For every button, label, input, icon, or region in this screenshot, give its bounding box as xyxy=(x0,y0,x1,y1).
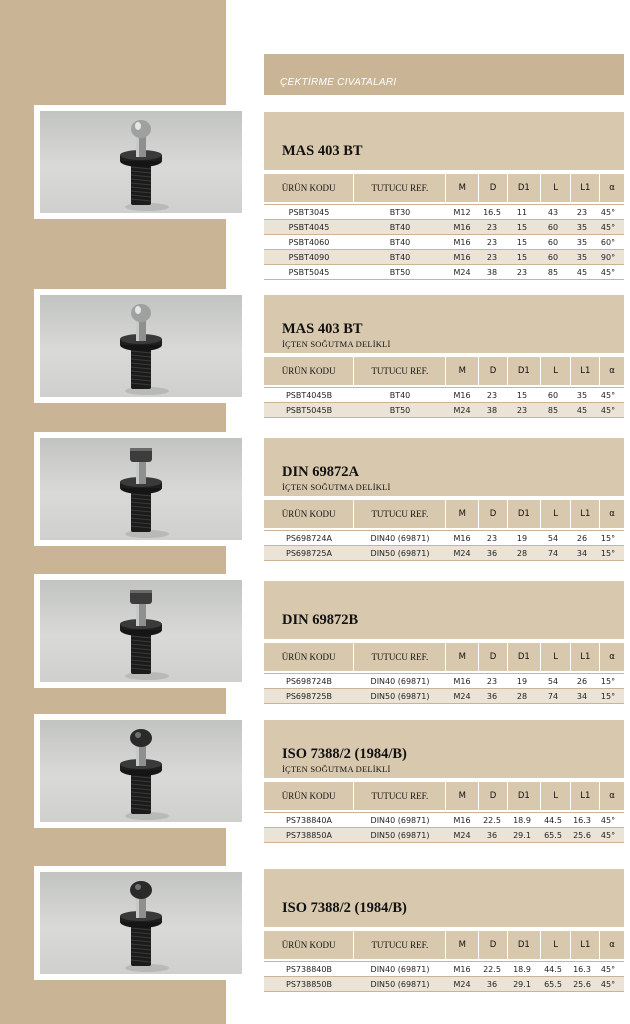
table-cell: 23 xyxy=(486,237,498,247)
product-photo xyxy=(40,295,242,397)
table-cell: BT30 xyxy=(389,207,411,217)
pull-stud-illustration xyxy=(40,295,242,397)
table-cell: 23 xyxy=(486,252,498,262)
table-cell: 35 xyxy=(576,222,588,232)
section-title: ISO 7388/2 (1984/B) xyxy=(282,746,407,762)
column-header: M xyxy=(446,931,478,959)
table-cell: M16 xyxy=(453,533,471,543)
table-cell: DIN40 (69871) xyxy=(370,815,430,825)
section-subtitle: İÇTEN SOĞUTMA DELİKLİ xyxy=(282,764,391,774)
column-header: ÜRÜN KODU xyxy=(264,931,353,959)
table-cell: 44.5 xyxy=(544,815,562,825)
product-photo-frame xyxy=(34,574,248,688)
table-cell: 23 xyxy=(516,267,528,277)
section-title-box xyxy=(264,720,624,778)
table-header xyxy=(264,931,624,959)
column-header: L xyxy=(541,782,571,810)
column-header: D1 xyxy=(508,643,540,671)
column-header: α xyxy=(600,931,624,959)
table-cell: 35 xyxy=(576,237,588,247)
section-title-box xyxy=(264,112,624,170)
table-cell: PSBT5045B xyxy=(285,405,333,415)
column-header: L xyxy=(541,357,571,385)
table-cell: 15° xyxy=(600,533,616,543)
table-header xyxy=(264,500,624,528)
table-cell: PS698725B xyxy=(286,691,332,701)
column-header: L1 xyxy=(571,174,599,202)
table-cell: M24 xyxy=(453,691,471,701)
product-photo-frame xyxy=(34,432,248,546)
table-cell: PS738850B xyxy=(286,979,332,989)
table-cell: DIN50 (69871) xyxy=(370,548,430,558)
table-row xyxy=(264,219,624,234)
column-header: L1 xyxy=(571,643,599,671)
table-cell: 25.6 xyxy=(573,979,591,989)
table-body xyxy=(264,961,624,992)
table-cell: 15° xyxy=(600,676,616,686)
table-row xyxy=(264,264,624,280)
table-cell: 16.3 xyxy=(573,964,591,974)
table-body xyxy=(264,387,624,418)
column-header: D xyxy=(479,643,507,671)
table-cell: 45° xyxy=(600,964,616,974)
product-photo xyxy=(40,872,242,974)
table-cell: 35 xyxy=(576,390,588,400)
column-header: α xyxy=(600,782,624,810)
table-cell: 60° xyxy=(600,237,616,247)
product-photo xyxy=(40,720,242,822)
column-header: ÜRÜN KODU xyxy=(264,643,353,671)
table-cell: 38 xyxy=(486,405,498,415)
column-header: M xyxy=(446,500,478,528)
table-cell: 45° xyxy=(600,979,616,989)
table-cell: M16 xyxy=(453,676,471,686)
section-title: MAS 403 BT xyxy=(282,143,363,159)
column-header: TUTUCU REF. xyxy=(354,931,445,959)
table-cell: 34 xyxy=(576,548,588,558)
table-cell: PSBT5045 xyxy=(288,267,330,277)
table-cell: 44.5 xyxy=(544,964,562,974)
table-cell: 43 xyxy=(547,207,559,217)
table-cell: 22.5 xyxy=(483,815,501,825)
table-cell: DIN50 (69871) xyxy=(370,691,430,701)
table-cell: 45° xyxy=(600,390,616,400)
table-cell: 45° xyxy=(600,207,616,217)
table-cell: 65.5 xyxy=(544,830,562,840)
table-cell: 29.1 xyxy=(513,979,531,989)
table-cell: 54 xyxy=(547,676,559,686)
product-photo-frame xyxy=(34,289,248,403)
product-photo xyxy=(40,580,242,682)
section-title: ISO 7388/2 (1984/B) xyxy=(282,900,407,916)
table-cell: 11 xyxy=(516,207,528,217)
column-header: TUTUCU REF. xyxy=(354,500,445,528)
column-header: α xyxy=(600,174,624,202)
column-header: D1 xyxy=(508,782,540,810)
column-header: L xyxy=(541,500,571,528)
table-cell: BT40 xyxy=(389,252,411,262)
section-subtitle: İÇTEN SOĞUTMA DELİKLİ xyxy=(282,339,391,349)
table-cell: 74 xyxy=(547,548,559,558)
table-cell: M24 xyxy=(453,830,471,840)
table-cell: 15 xyxy=(516,390,528,400)
table-cell: PSBT4060 xyxy=(288,237,330,247)
column-header: D xyxy=(479,174,507,202)
section-title-box xyxy=(264,438,624,496)
table-cell: M16 xyxy=(453,390,471,400)
column-header: L1 xyxy=(571,782,599,810)
table-cell: PS738840B xyxy=(286,964,332,974)
table-cell: M12 xyxy=(453,207,471,217)
table-cell: 85 xyxy=(547,405,559,415)
table-cell: 15 xyxy=(516,222,528,232)
table-cell: PS698724A xyxy=(286,533,332,543)
table-body xyxy=(264,812,624,843)
table-cell: 28 xyxy=(516,548,528,558)
table-row xyxy=(264,530,624,545)
pull-stud-illustration xyxy=(40,872,242,974)
table-cell: 19 xyxy=(516,533,528,543)
table-header xyxy=(264,782,624,810)
table-cell: BT40 xyxy=(389,390,411,400)
table-header xyxy=(264,174,624,202)
column-header: L1 xyxy=(571,500,599,528)
table-cell: 36 xyxy=(486,979,498,989)
table-cell: PSBT4090 xyxy=(288,252,330,262)
table-cell: DIN50 (69871) xyxy=(370,830,430,840)
column-header: TUTUCU REF. xyxy=(354,782,445,810)
table-header xyxy=(264,357,624,385)
table-cell: 45° xyxy=(600,405,616,415)
column-header: ÜRÜN KODU xyxy=(264,357,353,385)
table-cell: 23 xyxy=(486,390,498,400)
table-cell: 60 xyxy=(547,252,559,262)
column-header: D1 xyxy=(508,500,540,528)
table-cell: 54 xyxy=(547,533,559,543)
table-cell: 36 xyxy=(486,830,498,840)
table-row xyxy=(264,827,624,843)
table-cell: M24 xyxy=(453,405,471,415)
section-subtitle: İÇTEN SOĞUTMA DELİKLİ xyxy=(282,482,391,492)
table-row xyxy=(264,673,624,688)
table-cell: 16.5 xyxy=(483,207,501,217)
table-cell: 45° xyxy=(600,222,616,232)
table-cell: DIN50 (69871) xyxy=(370,979,430,989)
table-cell: M24 xyxy=(453,979,471,989)
column-header: M xyxy=(446,357,478,385)
column-header: L xyxy=(541,643,571,671)
pull-stud-illustration xyxy=(40,438,242,540)
table-cell: 45° xyxy=(600,830,616,840)
table-row xyxy=(264,387,624,402)
table-cell: 15 xyxy=(516,237,528,247)
table-cell: PSBT3045 xyxy=(288,207,330,217)
column-header: ÜRÜN KODU xyxy=(264,500,353,528)
table-cell: 45° xyxy=(600,267,616,277)
table-cell: 60 xyxy=(547,222,559,232)
section-title: DIN 69872B xyxy=(282,612,359,628)
table-row xyxy=(264,976,624,992)
column-header: L xyxy=(541,931,571,959)
table-cell: M24 xyxy=(453,548,471,558)
column-header: D1 xyxy=(508,174,540,202)
table-cell: 16.3 xyxy=(573,815,591,825)
table-cell: PS698724B xyxy=(286,676,332,686)
table-cell: 15 xyxy=(516,252,528,262)
table-cell: 18.9 xyxy=(513,964,531,974)
header-bar xyxy=(264,54,624,95)
table-row xyxy=(264,204,624,219)
pull-stud-illustration xyxy=(40,720,242,822)
table-cell: 26 xyxy=(576,533,588,543)
table-cell: 74 xyxy=(547,691,559,701)
column-header: TUTUCU REF. xyxy=(354,643,445,671)
table-row xyxy=(264,249,624,264)
table-cell: PSBT4045 xyxy=(288,222,330,232)
column-header: D1 xyxy=(508,931,540,959)
table-cell: 45° xyxy=(600,815,616,825)
column-header: M xyxy=(446,174,478,202)
table-cell: 90° xyxy=(600,252,616,262)
table-body xyxy=(264,530,624,561)
table-cell: 23 xyxy=(576,207,588,217)
table-row xyxy=(264,402,624,418)
table-cell: DIN40 (69871) xyxy=(370,533,430,543)
product-photo-frame xyxy=(34,866,248,980)
product-photo xyxy=(40,438,242,540)
pull-stud-illustration xyxy=(40,580,242,682)
table-cell: 85 xyxy=(547,267,559,277)
table-cell: PS738850A xyxy=(286,830,332,840)
table-cell: 34 xyxy=(576,691,588,701)
table-cell: 38 xyxy=(486,267,498,277)
table-cell: 15° xyxy=(600,548,616,558)
table-cell: DIN40 (69871) xyxy=(370,676,430,686)
table-row xyxy=(264,545,624,561)
section-title-box xyxy=(264,295,624,353)
table-cell: 25.6 xyxy=(573,830,591,840)
table-cell: 23 xyxy=(486,222,498,232)
table-cell: PS738840A xyxy=(286,815,332,825)
column-header: L1 xyxy=(571,357,599,385)
table-cell: 65.5 xyxy=(544,979,562,989)
section-title-box xyxy=(264,869,624,927)
table-cell: 15° xyxy=(600,691,616,701)
section-title-box xyxy=(264,581,624,639)
table-header xyxy=(264,643,624,671)
table-cell: M16 xyxy=(453,237,471,247)
column-header: D xyxy=(479,357,507,385)
column-header: L1 xyxy=(571,931,599,959)
table-cell: 23 xyxy=(516,405,528,415)
column-header: D xyxy=(479,931,507,959)
page-header: ÇEKTİRME CIVATALARI xyxy=(280,77,397,88)
column-header: α xyxy=(600,500,624,528)
column-header: ÜRÜN KODU xyxy=(264,174,353,202)
column-header: TUTUCU REF. xyxy=(354,174,445,202)
product-photo xyxy=(40,111,242,213)
table-cell: M24 xyxy=(453,267,471,277)
table-cell: BT40 xyxy=(389,237,411,247)
column-header: M xyxy=(446,643,478,671)
table-cell: M16 xyxy=(453,964,471,974)
table-cell: PS698725A xyxy=(286,548,332,558)
section-title: DIN 69872A xyxy=(282,464,359,480)
table-row xyxy=(264,688,624,704)
table-row xyxy=(264,234,624,249)
table-cell: PSBT4045B xyxy=(285,390,333,400)
table-cell: 23 xyxy=(486,533,498,543)
table-row xyxy=(264,961,624,976)
table-cell: 36 xyxy=(486,548,498,558)
table-cell: 29.1 xyxy=(513,830,531,840)
table-cell: M16 xyxy=(453,815,471,825)
table-cell: 45 xyxy=(576,405,588,415)
column-header: TUTUCU REF. xyxy=(354,357,445,385)
table-cell: BT50 xyxy=(389,405,411,415)
table-cell: 35 xyxy=(576,252,588,262)
column-header: α xyxy=(600,357,624,385)
table-cell: 60 xyxy=(547,237,559,247)
table-body xyxy=(264,673,624,704)
column-header: D xyxy=(479,782,507,810)
table-cell: M16 xyxy=(453,222,471,232)
table-cell: BT50 xyxy=(389,267,411,277)
table-cell: BT40 xyxy=(389,222,411,232)
table-row xyxy=(264,812,624,827)
table-cell: 36 xyxy=(486,691,498,701)
table-cell: 23 xyxy=(486,676,498,686)
column-header: M xyxy=(446,782,478,810)
pull-stud-illustration xyxy=(40,111,242,213)
column-header: ÜRÜN KODU xyxy=(264,782,353,810)
table-body xyxy=(264,204,624,280)
table-cell: 60 xyxy=(547,390,559,400)
section-title: MAS 403 BT xyxy=(282,321,363,337)
column-header: α xyxy=(600,643,624,671)
table-cell: DIN40 (69871) xyxy=(370,964,430,974)
column-header: L xyxy=(541,174,571,202)
column-header: D xyxy=(479,500,507,528)
table-cell: 22.5 xyxy=(483,964,501,974)
product-photo-frame xyxy=(34,105,248,219)
table-cell: 19 xyxy=(516,676,528,686)
product-photo-frame xyxy=(34,714,248,828)
table-cell: 28 xyxy=(516,691,528,701)
table-cell: 18.9 xyxy=(513,815,531,825)
table-cell: 26 xyxy=(576,676,588,686)
column-header: D1 xyxy=(508,357,540,385)
table-cell: 45 xyxy=(576,267,588,277)
table-cell: M16 xyxy=(453,252,471,262)
